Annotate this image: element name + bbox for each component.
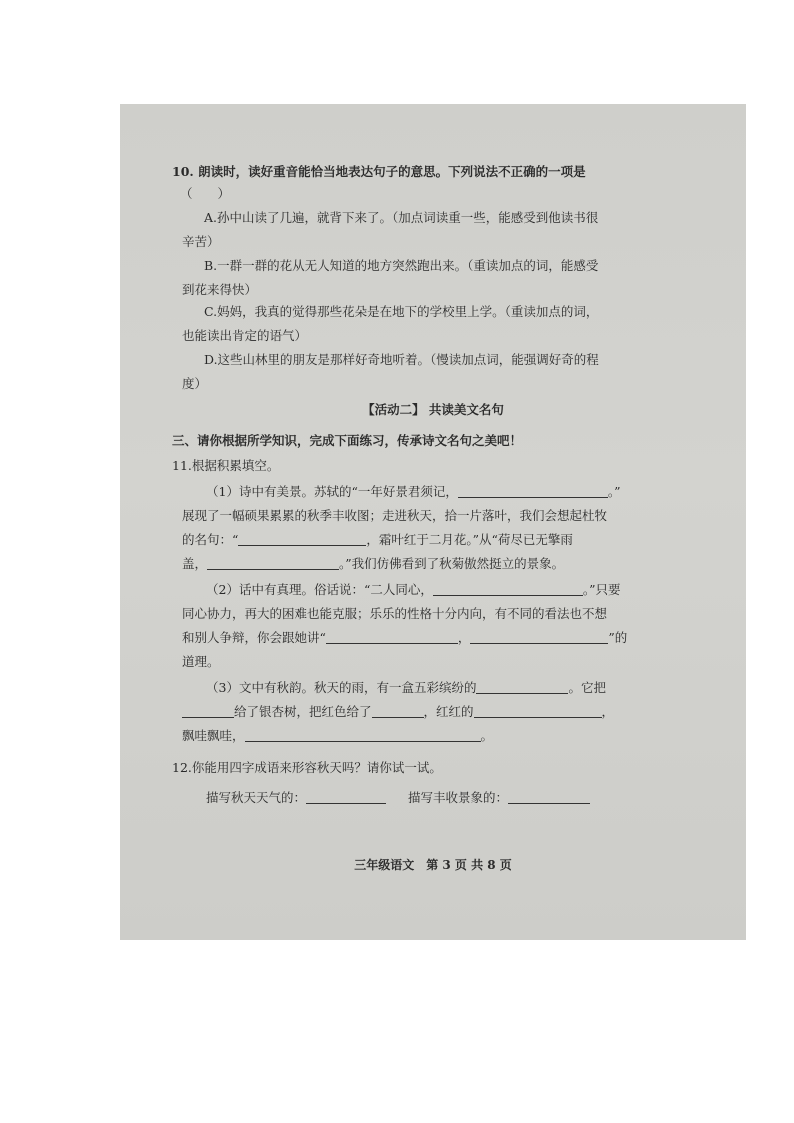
q12-weather-label: 描写秋天天气的： [206, 790, 307, 805]
q11-part1-line1 [206, 480, 621, 503]
harvest-idiom-blank[interactable] [508, 789, 590, 804]
q12-answer-row [206, 786, 590, 809]
q11-p3-text-a: （3）文中有秋韵。秋天的雨，有一盒五彩缤纷的 [206, 680, 477, 695]
q10-stem: 10. 朗读时，读好重音能恰当地表达句子的意思。下列说法不正确的一项是 [172, 164, 586, 179]
q10-option-c-cont: 也能读出肯定的语气） [182, 328, 308, 343]
answer-blank[interactable] [238, 531, 366, 546]
q11-p1-l4-text-a: 盖， [182, 556, 208, 571]
q10-option-d-cont: 度） [182, 376, 208, 391]
q10-answer-paren: （ ） [180, 186, 231, 201]
q11-p3-l2-text-a: 给了银杏树，把红色给了 [234, 704, 372, 719]
activity-two-title: 【活动二】 共读美文名句 [362, 402, 504, 417]
q11-p2-l3-text-c: ”的 [608, 630, 628, 645]
q11-p1-text-b: 。” [607, 484, 621, 499]
q11-part2-line3 [182, 626, 627, 649]
q11-part1-line3 [182, 528, 573, 551]
q10-option-b: B.一群一群的花从无人知道的地方突然跑出来。（重读加点的词，能感受 [204, 258, 599, 273]
answer-blank[interactable] [207, 555, 339, 570]
q11-part3-line2 [182, 700, 614, 723]
q11-part1-line4 [182, 552, 564, 575]
q10-option-a-cont: 辛苦） [182, 234, 220, 249]
answer-blank[interactable] [372, 703, 424, 718]
q11-p1-l4-text-b: 。”我们仿佛看到了秋菊傲然挺立的景象。 [339, 556, 565, 571]
q11-part2-line2: 同心协力，再大的困难也能克服；乐乐的性格十分内向，有不同的看法也不想 [182, 606, 608, 621]
q11-part1-line2: 展现了一幅硕果累累的秋季丰收图；走进秋天，拾一片落叶，我们会想起杜牧 [182, 508, 608, 523]
q11-p3-l3-text-a: 飘哇飘哇， [182, 728, 245, 743]
q10-option-b-cont: 到花来得快） [182, 282, 258, 297]
q10-option-a: A.孙中山读了几遍，就背下来了。（加点词读重一些，能感受到他读书很 [204, 210, 599, 225]
q11-heading: 11.根据积累填空。 [172, 458, 280, 473]
q11-p2-l3-text-a: 和别人争辩，你会跟她讲“ [182, 630, 326, 645]
answer-blank[interactable] [458, 483, 608, 498]
q10-option-c: C.妈妈，我真的觉得那些花朵是在地下的学校里上学。（重读加点的词， [204, 304, 599, 319]
q11-p2-l3-text-b: ， [457, 630, 471, 645]
q11-p3-text-b: 。它把 [568, 680, 606, 695]
q11-part3-line1 [206, 676, 606, 699]
answer-blank[interactable] [470, 629, 608, 644]
q11-p1-l3-text-a: 的名句：“ [182, 532, 239, 547]
q11-part2-line1 [206, 578, 621, 601]
q11-p3-l2-text-b: ，红红的 [423, 704, 474, 719]
answer-blank[interactable] [182, 703, 234, 718]
exam-page [120, 104, 746, 940]
q11-p2-text-b: 。”只要 [582, 582, 621, 597]
document-photo [120, 104, 746, 940]
q12-harvest-label: 描写丰收景象的： [408, 790, 509, 805]
q11-p3-l3-text-b: 。 [480, 728, 494, 743]
q10-option-d: D.这些山林里的朋友是那样好奇地听着。（慢读加点词，能强调好奇的程 [204, 352, 599, 367]
answer-blank[interactable] [326, 629, 458, 644]
page-footer: 三年级语文 第 3 页 共 8 页 [354, 858, 512, 872]
answer-blank[interactable] [474, 703, 602, 718]
q11-part2-line4: 道理。 [182, 654, 220, 669]
answer-blank[interactable] [245, 727, 481, 742]
weather-idiom-blank[interactable] [306, 789, 386, 804]
answer-blank[interactable] [433, 581, 583, 596]
q11-part3-line3 [182, 724, 493, 747]
answer-blank[interactable] [476, 679, 568, 694]
q11-p2-text-a: （2）话中有真理。俗话说：“二人同心， [206, 582, 433, 597]
q11-p1-text-a: （1）诗中有美景。苏轼的“一年好景君须记， [206, 484, 458, 499]
q11-p1-l3-text-b: ，霜叶红于二月花。”从“荷尽已无擎雨 [366, 532, 573, 547]
q12-heading: 12.你能用四字成语来形容秋天吗？请你试一试。 [172, 760, 442, 775]
q11-p3-l2-text-c: ， [601, 704, 615, 719]
part-three-heading: 三、请你根据所学知识，完成下面练习，传承诗文名句之美吧！ [172, 433, 523, 448]
